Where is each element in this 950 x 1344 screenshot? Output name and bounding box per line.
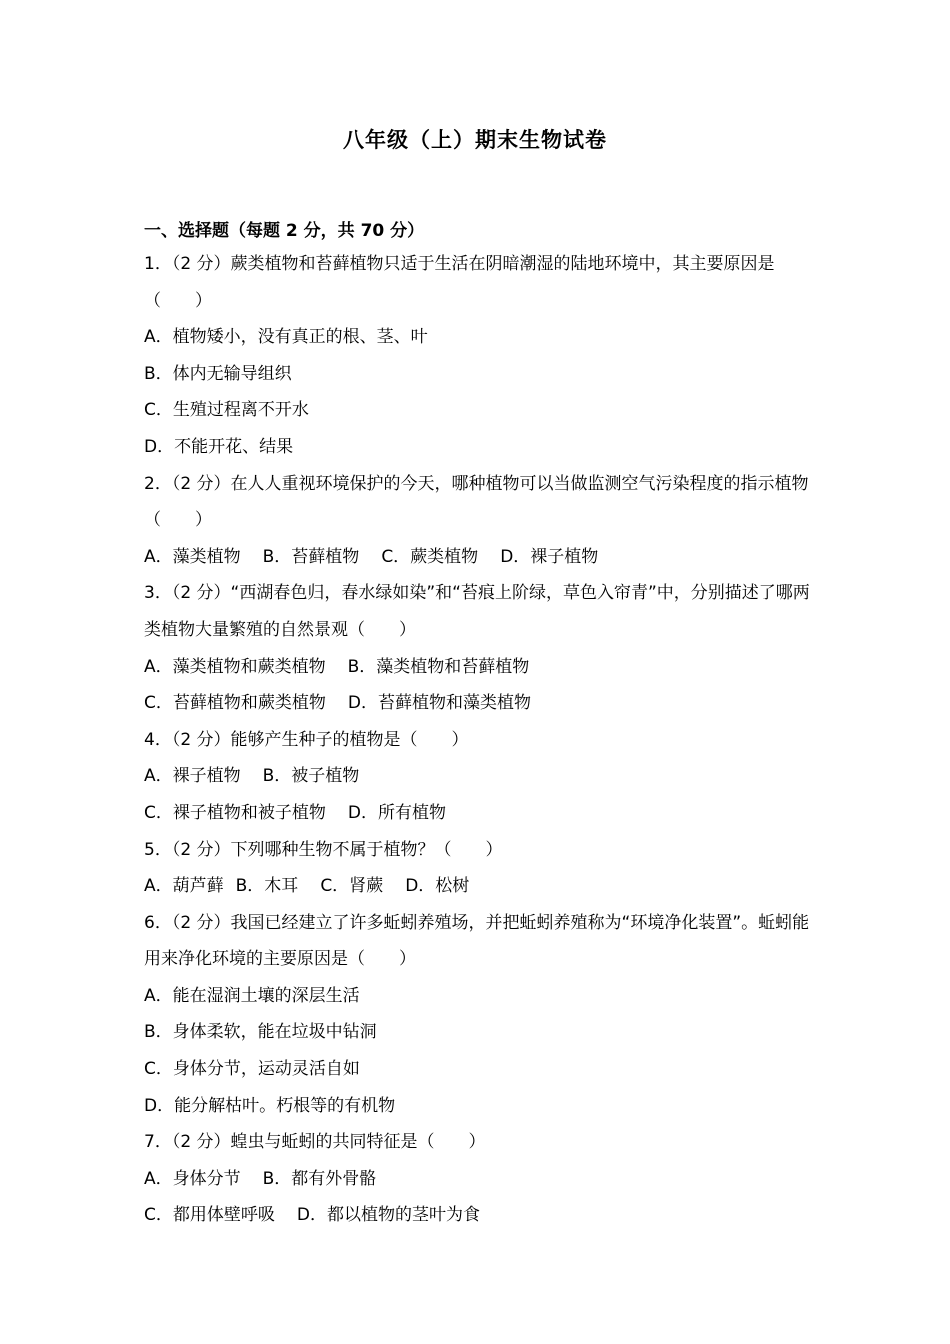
option: D．苔藓植物和藻类植物 <box>347 693 531 714</box>
option-row <box>144 978 810 1015</box>
section-heading: 一、选择题（每题 2 分，共 70 分） <box>144 221 425 241</box>
option: D．都以植物的茎叶为食 <box>296 1205 480 1226</box>
option: A．植物矮小，没有真正的根、茎、叶 <box>144 327 428 348</box>
option: D．松树 <box>405 876 470 897</box>
option: C．肾蕨 <box>320 876 384 897</box>
option: D．裸子植物 <box>500 546 599 567</box>
option: B．藻类植物和苔藓植物 <box>347 656 530 677</box>
option: A．藻类植物 <box>144 546 241 567</box>
option: C．生殖过程离不开水 <box>144 400 309 421</box>
option: B．体内无输导组织 <box>144 363 292 384</box>
option: B．身体柔软，能在垃圾中钻洞 <box>144 1022 377 1043</box>
option: A．裸子植物 <box>144 766 241 787</box>
question-stem: 2．（2 分）在人人重视环境保护的今天，哪种植物可以当做监测空气污染程度的指示植物（ ） <box>144 473 809 531</box>
option: D．不能开花、结果 <box>144 436 294 457</box>
option-row <box>144 392 810 429</box>
option-row <box>144 1088 810 1125</box>
option-row <box>144 1051 810 1088</box>
option: D．所有植物 <box>347 802 446 823</box>
option-row <box>144 649 810 686</box>
option-row <box>144 868 810 905</box>
question-stem: 5．（2 分）下列哪种生物不属于植物？（ ） <box>144 839 503 860</box>
question-stem: 7．（2 分）蝗虫与蚯蚓的共同特征是（ ） <box>144 1132 486 1153</box>
option: B．苔藓植物 <box>262 546 360 567</box>
question-stem: 6．（2 分）我国已经建立了许多蚯蚓养殖场，并把蚯蚓养殖称为“环境净化装置”。蚯蚓能用来净化环境的主要原因是（ ） <box>144 912 810 970</box>
option: B．被子植物 <box>262 766 360 787</box>
option: C．蕨类植物 <box>381 546 479 567</box>
question-stem: 4．（2 分）能够产生种子的植物是（ ） <box>144 729 469 750</box>
option-row <box>144 429 810 466</box>
option-row <box>144 795 810 832</box>
option: A．葫芦藓 <box>144 876 224 897</box>
option: C．苔藓植物和蕨类植物 <box>144 693 326 714</box>
option-row <box>144 1161 810 1198</box>
question-stem: 1．（2 分）蕨类植物和苔藓植物只适于生活在阴暗潮湿的陆地环境中，其主要原因是（ ） <box>144 254 775 311</box>
question-list <box>144 246 810 1234</box>
option: B．木耳 <box>235 876 299 897</box>
option: B．都有外骨骼 <box>262 1168 377 1189</box>
page-title: 八年级（上）期末生物试卷 <box>343 128 607 152</box>
option: A．身体分节 <box>144 1168 241 1189</box>
option-row <box>144 758 810 795</box>
option: D．能分解枯叶。朽根等的有机物 <box>144 1095 396 1116</box>
option: A．能在湿润土壤的深层生活 <box>144 985 360 1006</box>
option: C．身体分节，运动灵活自如 <box>144 1059 360 1080</box>
option: C．都用体壁呼吸 <box>144 1205 275 1226</box>
option-row <box>144 685 810 722</box>
option: C．裸子植物和被子植物 <box>144 802 326 823</box>
question-stem: 3．（2 分）“西湖春色归，春水绿如染”和“苔痕上阶绿，草色入帘青”中，分别描述了哪两类植物大量繁殖的自然景观（ ） <box>144 583 810 640</box>
option-row <box>144 356 810 393</box>
option: A．藻类植物和蕨类植物 <box>144 656 326 677</box>
option-row <box>144 539 810 576</box>
option-row <box>144 319 810 356</box>
option-row <box>144 1014 810 1051</box>
option-row <box>144 1197 810 1234</box>
